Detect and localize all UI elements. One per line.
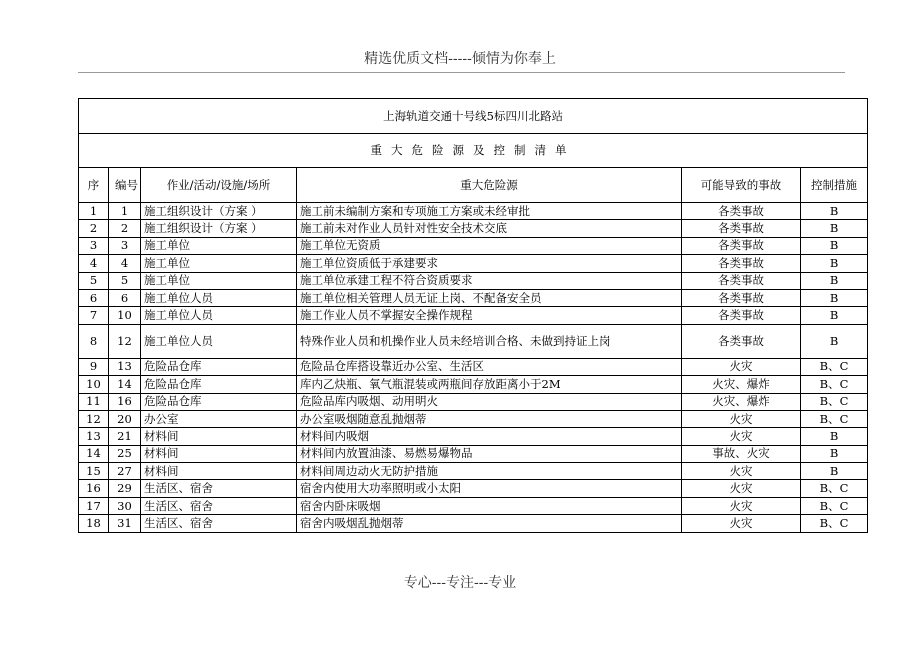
cell-seq: 8 <box>79 324 109 358</box>
table-row <box>79 272 868 289</box>
cell-control: B <box>801 220 868 237</box>
table-row <box>79 463 868 480</box>
cell-activity: 施工单位 <box>141 237 297 254</box>
table-row <box>79 307 868 324</box>
column-header-control: 控制措施 <box>801 168 868 203</box>
cell-no: 20 <box>109 410 141 427</box>
table-row <box>79 255 868 272</box>
column-header-hazard: 重大危险源 <box>297 168 682 203</box>
cell-activity: 施工单位人员 <box>141 289 297 306</box>
table-row <box>79 480 868 497</box>
cell-accident: 火灾、爆炸 <box>682 376 801 393</box>
cell-hazard: 库内乙炔瓶、氧气瓶混装或两瓶间存放距离小于2M <box>297 376 682 393</box>
cell-control: B、C <box>801 480 868 497</box>
cell-activity: 生活区、宿舍 <box>141 480 297 497</box>
cell-control: B <box>801 324 868 358</box>
cell-seq: 4 <box>79 255 109 272</box>
cell-seq: 10 <box>79 376 109 393</box>
cell-control: B、C <box>801 358 868 375</box>
page-footer-note: 专心---专注---专业 <box>403 575 517 591</box>
cell-seq: 16 <box>79 480 109 497</box>
cell-no: 10 <box>109 307 141 324</box>
cell-seq: 2 <box>79 220 109 237</box>
cell-activity: 材料间 <box>141 428 297 445</box>
cell-activity: 施工组织设计（方案 ） <box>141 220 297 237</box>
cell-seq: 14 <box>79 445 109 462</box>
cell-seq: 17 <box>79 497 109 514</box>
cell-control: B <box>801 307 868 324</box>
cell-hazard: 施工作业人员不掌握安全操作规程 <box>297 307 682 324</box>
table-title-row <box>79 99 868 134</box>
hazard-table <box>78 98 868 533</box>
page-header-note: 精选优质文档-----倾情为你奉上 <box>364 51 556 67</box>
table-subtitle-row <box>79 134 868 168</box>
cell-activity: 材料间 <box>141 463 297 480</box>
cell-control: B、C <box>801 497 868 514</box>
cell-control: B、C <box>801 393 868 410</box>
cell-activity: 危险品仓库 <box>141 393 297 410</box>
cell-accident: 各类事故 <box>682 203 801 220</box>
cell-no: 3 <box>109 237 141 254</box>
cell-activity: 施工组织设计（方案 ） <box>141 203 297 220</box>
cell-accident: 各类事故 <box>682 289 801 306</box>
cell-seq: 9 <box>79 358 109 375</box>
header-divider <box>78 72 845 73</box>
table-row <box>79 203 868 220</box>
cell-seq: 7 <box>79 307 109 324</box>
table-row <box>79 428 868 445</box>
cell-activity: 施工单位人员 <box>141 324 297 358</box>
table-row <box>79 237 868 254</box>
table-row <box>79 358 868 375</box>
cell-seq: 3 <box>79 237 109 254</box>
cell-control: B、C <box>801 515 868 532</box>
cell-activity: 施工单位人员 <box>141 307 297 324</box>
cell-hazard: 施工单位资质低于承建要求 <box>297 255 682 272</box>
cell-seq: 18 <box>79 515 109 532</box>
cell-hazard: 施工单位承建工程不符合资质要求 <box>297 272 682 289</box>
cell-hazard: 材料间内吸烟 <box>297 428 682 445</box>
table-row <box>79 220 868 237</box>
cell-accident: 火灾 <box>682 515 801 532</box>
cell-hazard: 宿舍内使用大功率照明或小太阳 <box>297 480 682 497</box>
column-header-accident: 可能导致的事故 <box>682 168 801 203</box>
cell-hazard: 危险品库内吸烟、动用明火 <box>297 393 682 410</box>
table-row <box>79 289 868 306</box>
cell-no: 21 <box>109 428 141 445</box>
cell-activity: 办公室 <box>141 410 297 427</box>
cell-hazard: 宿舍内卧床吸烟 <box>297 497 682 514</box>
cell-accident: 火灾 <box>682 497 801 514</box>
cell-hazard: 材料间周边动火无防护措施 <box>297 463 682 480</box>
cell-activity: 施工单位 <box>141 272 297 289</box>
cell-seq: 15 <box>79 463 109 480</box>
cell-activity: 危险品仓库 <box>141 358 297 375</box>
cell-accident: 各类事故 <box>682 220 801 237</box>
cell-no: 29 <box>109 480 141 497</box>
cell-hazard: 材料间内放置油漆、易燃易爆物品 <box>297 445 682 462</box>
cell-no: 30 <box>109 497 141 514</box>
cell-hazard: 危险品仓库搭设靠近办公室、生活区 <box>297 358 682 375</box>
cell-hazard: 特殊作业人员和机操作业人员未经培训合格、未做到持证上岗 <box>297 324 682 358</box>
cell-hazard: 施工单位无资质 <box>297 237 682 254</box>
cell-activity: 材料间 <box>141 445 297 462</box>
cell-seq: 5 <box>79 272 109 289</box>
cell-accident: 各类事故 <box>682 307 801 324</box>
cell-hazard: 施工前未编制方案和专项施工方案或未经审批 <box>297 203 682 220</box>
cell-accident: 火灾 <box>682 463 801 480</box>
table-row <box>79 324 868 358</box>
cell-accident: 各类事故 <box>682 324 801 358</box>
cell-accident: 火灾 <box>682 410 801 427</box>
cell-seq: 1 <box>79 203 109 220</box>
table-row <box>79 497 868 514</box>
table-row <box>79 393 868 410</box>
table-subtitle: 重大危险源及控制清单 <box>79 134 868 168</box>
cell-no: 4 <box>109 255 141 272</box>
cell-control: B <box>801 255 868 272</box>
cell-activity: 危险品仓库 <box>141 376 297 393</box>
cell-accident: 各类事故 <box>682 255 801 272</box>
cell-control: B <box>801 289 868 306</box>
table-row <box>79 376 868 393</box>
cell-activity: 施工单位 <box>141 255 297 272</box>
cell-control: B <box>801 463 868 480</box>
cell-seq: 13 <box>79 428 109 445</box>
column-header-activity: 作业/活动/设施/场所 <box>141 168 297 203</box>
cell-control: B、C <box>801 376 868 393</box>
table-row <box>79 410 868 427</box>
cell-no: 16 <box>109 393 141 410</box>
cell-accident: 火灾 <box>682 358 801 375</box>
column-header-row <box>79 168 868 203</box>
cell-hazard: 施工单位相关管理人员无证上岗、不配备安全员 <box>297 289 682 306</box>
cell-activity: 生活区、宿舍 <box>141 497 297 514</box>
cell-no: 12 <box>109 324 141 358</box>
cell-no: 1 <box>109 203 141 220</box>
cell-hazard: 办公室吸烟随意乱抛烟蒂 <box>297 410 682 427</box>
cell-no: 13 <box>109 358 141 375</box>
cell-no: 31 <box>109 515 141 532</box>
cell-no: 14 <box>109 376 141 393</box>
cell-hazard: 施工前未对作业人员针对性安全技术交底 <box>297 220 682 237</box>
cell-accident: 各类事故 <box>682 272 801 289</box>
table-row <box>79 445 868 462</box>
cell-no: 6 <box>109 289 141 306</box>
cell-no: 2 <box>109 220 141 237</box>
cell-accident: 火灾、爆炸 <box>682 393 801 410</box>
cell-activity: 生活区、宿舍 <box>141 515 297 532</box>
cell-control: B <box>801 203 868 220</box>
cell-control: B <box>801 445 868 462</box>
cell-seq: 11 <box>79 393 109 410</box>
cell-no: 25 <box>109 445 141 462</box>
cell-no: 5 <box>109 272 141 289</box>
cell-no: 27 <box>109 463 141 480</box>
column-header-seq: 序 <box>79 168 109 203</box>
cell-accident: 事故、火灾 <box>682 445 801 462</box>
cell-control: B <box>801 237 868 254</box>
cell-seq: 6 <box>79 289 109 306</box>
cell-seq: 12 <box>79 410 109 427</box>
column-header-no: 编号 <box>109 168 141 203</box>
table-title: 上海轨道交通十号线5标四川北路站 <box>79 99 868 134</box>
cell-accident: 火灾 <box>682 428 801 445</box>
cell-control: B <box>801 272 868 289</box>
table-row <box>79 515 868 532</box>
cell-control: B、C <box>801 410 868 427</box>
cell-hazard: 宿舍内吸烟乱抛烟蒂 <box>297 515 682 532</box>
cell-accident: 火灾 <box>682 480 801 497</box>
cell-accident: 各类事故 <box>682 237 801 254</box>
cell-control: B <box>801 428 868 445</box>
